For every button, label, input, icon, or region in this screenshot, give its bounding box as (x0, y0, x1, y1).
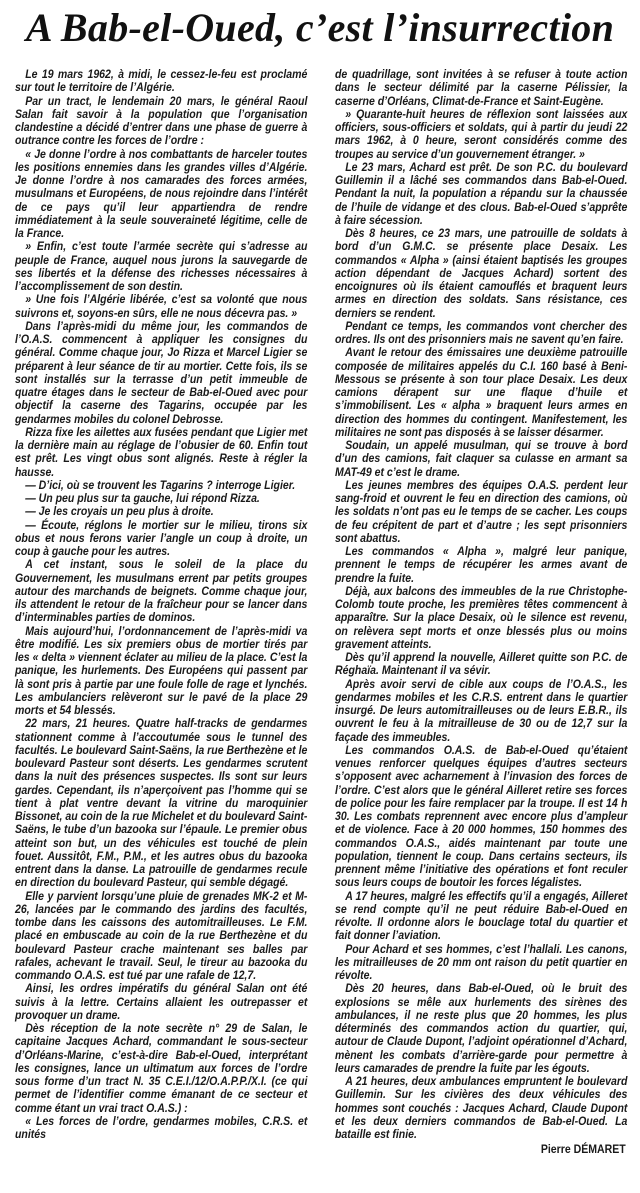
paragraph: A cet instant, sous le soleil de la place du Gouvernement, les musulmans errent par petits groupes autour des marchands de beignets. Comme chaque jour, ils attendent le retour de la fraîcheur pour se lancer dans d’interminables parties de dominos. (15, 557, 308, 625)
paragraph: Le 23 mars, Achard est prêt. De son P.C. du boulevard Guillemin il a lâché ses commandos dans Bab-el-Oued. Pendant la nuit, la population a répandu sur la chaussée de l’huile de vidange et des clous. Bab-el-Oued s’apprête à faire sécession. (335, 159, 628, 227)
quote-paragraph: » Enfin, c’est toute l’armée secrète qui s’adresse au peuple de France, auquel nous jurons la sauvegarde de ses libertés et la défense des richesses nécessaires à l’accomplissement de son destin. (15, 239, 308, 293)
paragraph: Déjà, aux balcons des immeubles de la rue Christophe-Colomb toute proche, les premières têtes commencent à apparaître. Sur la place Desaix, où le silence est revenu, on relèvera sept morts et onze blessés plus ou moins gravement atteints. (335, 583, 628, 651)
paragraph: Dès qu’il apprend la nouvelle, Ailleret quitte son P.C. de Réghaïa. Maintenant il va sévir. (335, 650, 628, 678)
paragraph: Dans l’après-midi du même jour, les commandos de l’O.A.S. commencent à appliquer les consignes du général. Comme chaque jour, Jo Rizza et Marcel Ligier se préparent à leur séance de tir au mortier. Cette fois, ils se sont installés sur la terrasse d’un petit immeuble de quatre étages dans le secteur de Bab-el-Oued avec pour objectif la caserne des Tagarins, occupée par les gendarmes mobiles du colonel Debrosse. (15, 318, 308, 426)
quote-paragraph: « Je donne l’ordre à nos combattants de harceler toutes les positions ennemies dans les grandes villes d’Algérie. Je donne l’ordre à nos camarades des forces armées, musulmans et Européens, de nous rejoindre dans l’intérêt de ce pays qu’il leur appartiendra de rendre immédiatement à la seule souveraineté légitime, celle de la France. (15, 146, 308, 240)
author-signature: Pierre DÉMARET (540, 1142, 626, 1157)
paragraph: Par un tract, le lendemain 20 mars, le général Raoul Salan fait savoir à la population que l’organisation clandestine a décidé d’entrer dans une phase de guerre à outrance contre les forces de l’ordre : (15, 93, 308, 148)
quote-paragraph: » Une fois l’Algérie libérée, c’est sa volonté que nous suivrons et, soyons-en sûrs, elle ne nous décevra pas. » (15, 292, 308, 320)
paragraph: Mais aujourd’hui, l’ordonnancement de l’après-midi va être modifié. Les six premiers obus de mortier tirés par les « delta » viennent éclater au milieu de la place. C’est la panique, les hurlements. Des Européens qui passent par là sont pris à partie par une foule folle de rage et lynchés. Les ambulanciers relèveront sur le pavé de la place 29 morts et 54 blessés. (15, 623, 308, 717)
dialogue-line: — D’ici, où se trouvent les Tagarins ? interroge Ligier. (25, 477, 296, 492)
quote-paragraph: « Les forces de l’ordre, gendarmes mobiles, C.R.S. et unités (15, 1113, 308, 1141)
paragraph: Le 19 mars 1962, à midi, le cessez-le-feu est proclamé sur tout le territoire de l’Algérie. (15, 67, 308, 95)
paragraph: Après avoir servi de cible aux coups de l’O.A.S., les gendarmes mobiles et les C.R.S. entrent dans le quartier insurgé. De leurs automitrailleuses ou de leurs E.B.R., ils ouvrent le feu à la mitrailleuse de 30 ou de 12,7 sur la façade des immeubles. (335, 676, 628, 744)
paragraph: A 21 heures, deux ambulances empruntent le boulevard Guillemin. Sur les civières des deux véhicules des hommes sont couchés : Jacques Achard, Claude Dupont et les deux derniers commandos de Bab-el-Oued. La bataille est finie. (335, 1074, 628, 1141)
paragraph: Dès réception de la note secrète n° 29 de Salan, le capitaine Jacques Achard, commandant le sous-secteur d’Orléans-Marine, c’est-à-dire Bab-el-Oued, interprétant les consignes, lance un ultimatum aux forces de l’ordre sous forme d’un tract N. 35 C.E.I./12/O.A.P.P./X.I. (ce qui permet de l’identifier comme émanant de ce secteur et comme étant un vrai tract O.A.S.) : (15, 1021, 308, 1115)
paragraph: Les commandos « Alpha », malgré leur panique, prennent le temps de récupérer les armes avant de prendre la fuite. (335, 544, 628, 585)
article-title: A Bab-el-Oued, c’est l’insurrection (25, 5, 615, 50)
paragraph: Pendant ce temps, les commandos vont chercher des ordres. Ils ont des prisonniers mais ne savent qu’en faire. (335, 318, 628, 346)
paragraph: A 17 heures, malgré les effectifs qu’il a engagés, Ailleret se rend compte qu’il ne peut réduire Bab-el-Oued en révolte. Il ordonne alors le bouclage total du quartier et fait donner l’aviation. (335, 888, 628, 943)
paragraph: Elle y parvient lorsqu’une pluie de grenades MK-2 et M-26, lancées par le commando des jardins des facultés, tombe dans les caissons des automitrailleuses. Le F.M. placé en embuscade au coin de la rue Berthezène et du boulevard Pasteur crache maintenant ses balles par rafales, achevant le travail. Seul, le tireur au bazooka du commando O.A.S. est tué par une rafale de 12,7. (15, 888, 308, 982)
paragraph: Dès 8 heures, ce 23 mars, une patrouille de soldats à bord d’un G.M.C. se présente place Desaix. Les commandos « Alpha » (ainsi étaient baptisés les groupes action dépendant de Jacques Achard) sortent des encoignures où ils étaient camouflés et braquent leurs armes en direction des soldats. Sans résistance, ces derniers se rendent. (335, 226, 628, 320)
paragraph: Les commandos O.A.S. de Bab-el-Oued qu’étaient venues renforcer quelques équipes d’autres secteurs s’opposent avec acharnement à l’invasion des forces de l’ordre. C’est alors que le général Ailleret retire ses forces de police pour les faire remplacer par la troupe. Il est 14 h 30. Les combats reprennent avec encore plus d’ampleur et de violence. Face à 20 000 hommes, 150 hommes des commandos O.A.S., aidés maintenant par toute une population, tiennent le coup. Dans certains secteurs, ils prennent même l’initiative des opérations et font reculer sous leurs coups de boutoir les forces légalistes. (335, 742, 628, 890)
article-column-left (15, 68, 307, 1141)
article-column-right (335, 68, 627, 1157)
paragraph: Pour Achard et ses hommes, c’est l’hallali. Les canons, les mitrailleuses de 20 mm ont raison du petit quartier en révolte. (335, 941, 628, 982)
paragraph: Avant le retour des émissaires une deuxième patrouille composée de militaires appelés du C.I. 160 basé à Beni-Messous se présente à son tour place Desaix. Les deux camions dérapent sur une flaque d’huile et s’immobilisent. Les « alpha » braquent leurs armes en direction des hommes du contingent. Manifestement, les militaires ne sont pas disposés à se laisser désarmer. (335, 345, 628, 439)
dialogue-line: — Je les croyais un peu plus à droite. (25, 504, 214, 519)
paragraph: 22 mars, 21 heures. Quatre half-tracks de gendarmes stationnent comme à l’accoutumée sous le tunnel des facultés. Le boulevard Saint-Saëns, la rue Berthezène et le boulevard Pasteur sont déserts. Les gendarmes scrutent dans la nuit des présences suspectes. Ils sont sur leurs gardes. Cependant, ils n’aperçoivent pas l’homme qui se tient à plat ventre devant la vitrine du maroquinier Bissonet, au coin de la rue Michelet et du boulevard Saint-Saëns, le tube d’un bazooka sur l’épaule. Le premier obus atteint son but, un des véhicules est touché de plein fouet. Aussitôt, F.M., P.M., et les autres obus du bazooka entrent dans la danse. La patrouille de gendarmes recule en direction du boulevard Pasteur, qui semble dégagé. (15, 716, 308, 890)
paragraph: Les jeunes membres des équipes O.A.S. perdent leur sang-froid et ouvrent le feu en direction des camions, où les soldats n’ont pas eu le temps de se cacher. Les coups de feu crépitent de part et d’autre ; les sept prisonniers sont abattus. (335, 477, 628, 545)
paragraph: Rizza fixe les ailettes aux fusées pendant que Ligier met la dernière main au réglage de l’obusier de 60. Enfin tout est prêt. Les vingt obus sont alignés. Reste à régler la hausse. (15, 424, 308, 479)
paragraph: Ainsi, les ordres impératifs du général Salan ont été suivis à la lettre. Certains allaient les outrepasser et provoquer un drame. (15, 981, 308, 1022)
dialogue-line: — Écoute, réglons le mortier sur le milieu, tirons six obus et nous ferons varier l’angle un coup à droite, un coup à gauche pour les autres. (15, 517, 308, 558)
dialogue-line: — Un peu plus sur ta gauche, lui répond Rizza. (25, 491, 260, 505)
quote-paragraph: de quadrillage, sont invitées à se refuser à toute action dans le secteur délimité par la caserne Pélissier, la caserne d’Orléans, Climat-de-France et Saint-Eugène. (335, 67, 628, 108)
quote-paragraph: » Quarante-huit heures de réflexion sont laissées aux officiers, sous-officiers et soldats, qui à partir du jeudi 22 mars 1962, à 0 heure, seront considérés comme des troupes au service d’un gouvernement étranger. » (335, 106, 628, 161)
paragraph: Soudain, un appelé musulman, qui se trouve à bord d’un des camions, fait claquer sa culasse en armant sa MAT-49 et c’est le drame. (335, 438, 628, 479)
paragraph: Dès 20 heures, dans Bab-el-Oued, où le bruit des explosions se mêle aux hurlements des sirènes des ambulances, il ne reste plus que 20 hommes, les plus déterminés des commandos action du quartier, qui, autour de Claude Dupont, l’adjoint opérationnel d’Achard, mènent les combats d’arrière-garde pour permettre à leurs camarades de prendre la fuite par les égouts. (335, 981, 628, 1075)
